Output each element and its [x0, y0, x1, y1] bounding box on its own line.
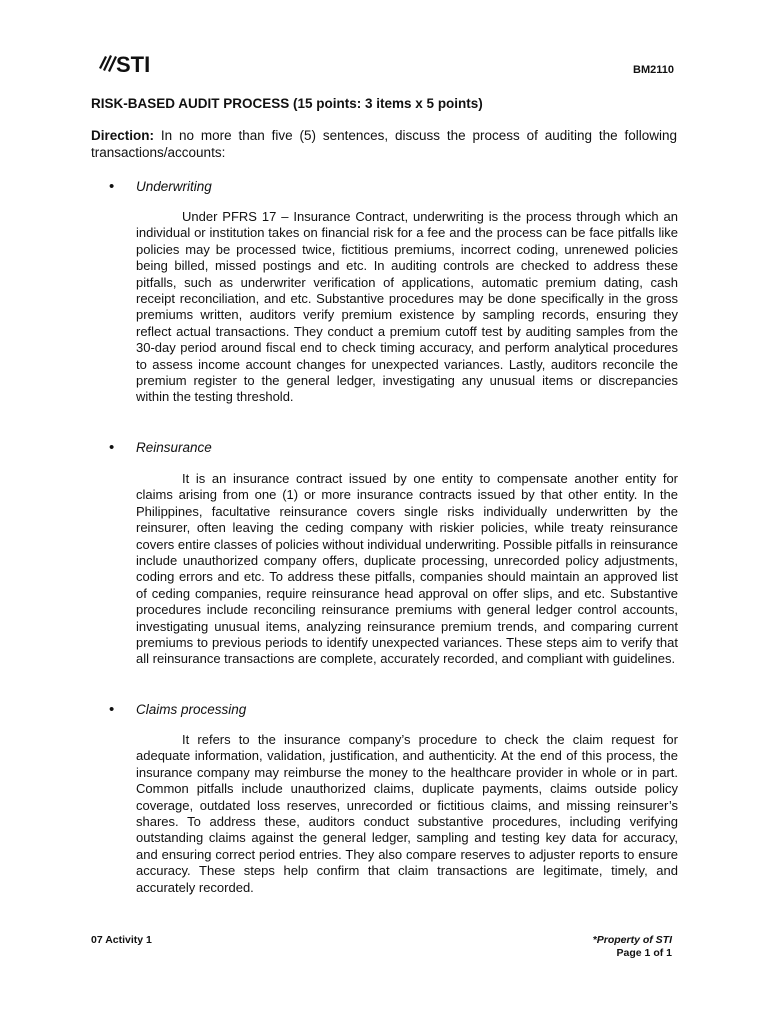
- logo-text: STI: [116, 52, 151, 77]
- document-code: BM2110: [633, 64, 674, 76]
- page-title: RISK-BASED AUDIT PROCESS (15 points: 3 items x 5 points): [91, 96, 483, 111]
- direction-text: In no more than five (5) sentences, discuss the process of auditing the following transactions/accounts:: [91, 128, 677, 160]
- section-heading-claims-processing: [109, 701, 246, 718]
- section-heading-label: Underwriting: [136, 179, 212, 194]
- direction-paragraph: [91, 127, 677, 161]
- footer-page-number: Page 1 of 1: [616, 947, 672, 959]
- bullet-icon: •: [109, 439, 115, 456]
- bullet-icon: •: [109, 178, 115, 195]
- direction-label: Direction:: [91, 128, 155, 143]
- bullet-icon: •: [109, 701, 115, 718]
- section-body-claims-processing: It refers to the insurance company’s procedure to check the claim request for adequate information, validation, justification, and authenticity. At the end of this process, the insurance company may reimburse the money to the healthcare provider in whole or in part. Common pitfalls include unauthorized claims, duplicate payments, claims outside policy coverage, outdated loss reserves, unrecorded or fictitious claims, and missing reinsurer’s shares. To address these, auditors conduct substantive procedures, including verifying outstanding claims against the general ledger, sampling and testing key data for accuracy, and ensuring correct period entries. They also compare reserves to adjuster reports to ensure accuracy. These steps help confirm that claim transactions are legitimate, timely, and accurately recorded.: [136, 732, 678, 895]
- section-heading-underwriting: [109, 178, 212, 195]
- footer-property: *Property of STI: [592, 934, 672, 946]
- sti-logo-icon: [96, 46, 158, 80]
- footer-right: [593, 934, 672, 960]
- sti-logo: [96, 46, 158, 80]
- section-heading-reinsurance: [109, 439, 212, 456]
- section-body-underwriting: Under PFRS 17 – Insurance Contract, underwriting is the process through which an individual or institution takes on financial risk for a fee and the process can be face pitfalls like policies may be processed twice, fictitious premiums, incorrect coding, unrenewed policies being billed, missed postings and etc. In auditing controls are checked to address these pitfalls, such as underwriter verification of applications, automatic premium dating, cash receipt reconciliation, and etc. Substantive procedures may be done specifically in the gross premiums written, auditors verify premium existence by sampling records, ensuring they reflect actual transactions. They conduct a premium cutoff test by auditing samples from the 30-day period around fiscal end to check timing accuracy, and perform analytical procedures to assess income account changes for unexpected variances. Lastly, auditors reconcile the premium register to the general ledger, investigating any unusual items or discrepancies within the testing threshold.: [136, 209, 678, 405]
- section-heading-label: Claims processing: [136, 702, 247, 717]
- section-body-reinsurance: It is an insurance contract issued by one entity to compensate another entity for claims arising from one (1) or more insurance contracts issued by that other entity. In the Philippines, facultative reinsurance covers single risks individually underwritten by the reinsurer, often leaving the ceding company with riskier policies, while treaty reinsurance covers entire classes of policies without individual underwriting. Possible pitfalls in reinsurance include unauthorized company offers, duplicate processing, unrecorded policy adjustments, coding errors and etc. To address these pitfalls, companies should maintain an approved list of ceding companies, require reinsurance head approval on offer slips, and etc. Substantive procedures include reconciling reinsurance premiums with general ledger control accounts, investigating unusual items, analyzing reinsurance premium trends, and comparing current premiums to previous periods to identify unexpected variances. These steps aim to verify that all reinsurance transactions are complete, accurately recorded, and compliant with guidelines.: [136, 471, 678, 667]
- footer-activity: 07 Activity 1: [91, 934, 152, 946]
- section-heading-label: Reinsurance: [136, 440, 212, 455]
